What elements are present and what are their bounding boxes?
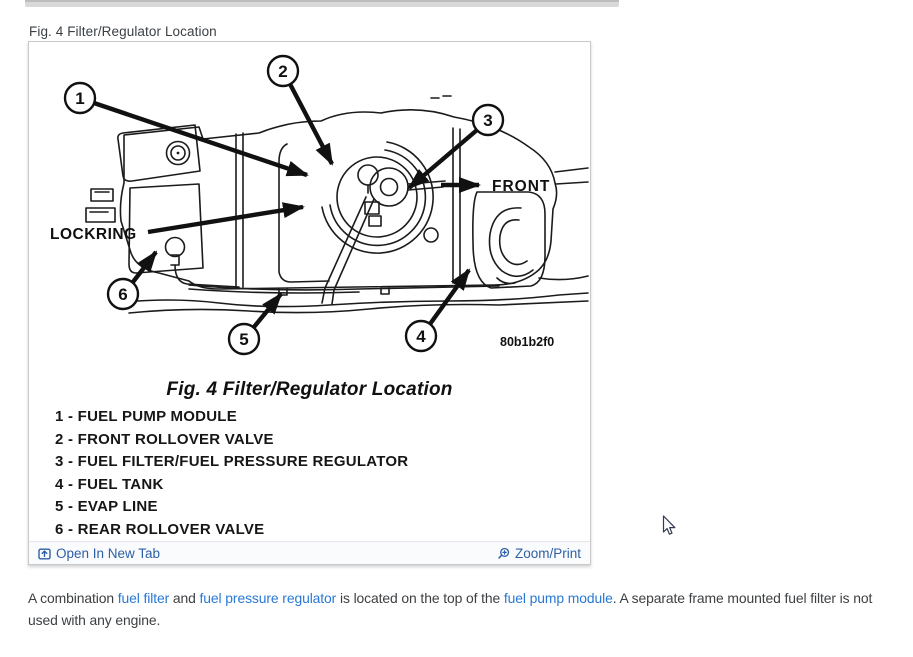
open-in-new-tab-button[interactable] (38, 546, 160, 561)
top-gray-bar (25, 0, 619, 7)
callout-6 (108, 279, 138, 309)
open-in-new-tab-label: Open In New Tab (56, 545, 161, 561)
legend (55, 406, 408, 542)
callout-1 (65, 83, 95, 113)
callout-4 (406, 321, 436, 351)
svg-text:2: 2 (278, 62, 288, 81)
svg-text:6: 6 (118, 285, 128, 304)
legend-item: 1 - FUEL PUMP MODULE (55, 408, 237, 425)
zoom-print-button[interactable] (497, 546, 581, 561)
legend-item: 6 - REAR ROLLOVER VALVE (55, 520, 265, 538)
tank-linework (86, 96, 588, 313)
figure-title: Fig. 4 Filter/Regulator Location (166, 379, 453, 400)
svg-text:4: 4 (416, 327, 426, 346)
paragraph-text: A combination (28, 590, 118, 606)
body-paragraph (28, 588, 894, 632)
figure-code: 80b1b2f0 (500, 335, 555, 349)
paragraph-text: . A separate frame mounted fuel filter is not used with any engine. (28, 590, 873, 628)
legend-item: 2 - FRONT ROLLOVER VALVE (55, 430, 274, 448)
figure-caption: Fig. 4 Filter/Regulator Location (29, 24, 217, 39)
figure-panel (28, 41, 591, 565)
zoom-in-icon (497, 547, 510, 560)
front-label: FRONT (492, 178, 551, 195)
legend-item: 4 - FUEL TANK (55, 475, 164, 493)
svg-text:5: 5 (239, 330, 249, 349)
mouse-cursor (662, 515, 678, 542)
legend-item: 3 - FUEL FILTER/FUEL PRESSURE REGULATOR (55, 453, 409, 471)
callout-bubbles (65, 56, 503, 354)
svg-text:1: 1 (75, 89, 85, 108)
open-in-new-tab-icon (38, 547, 51, 560)
svg-text:3: 3 (483, 111, 493, 130)
callout-2 (268, 56, 298, 86)
figure-action-bar (29, 541, 590, 564)
zoom-print-label: Zoom/Print (514, 545, 581, 561)
fuel-filter-link[interactable]: fuel filter (117, 590, 170, 606)
fuel-tank-diagram (29, 42, 590, 372)
lockring-label: LOCKRING (50, 226, 137, 243)
callout-5 (229, 324, 259, 354)
fuel-pump-module-link[interactable]: fuel pump module (503, 590, 613, 606)
paragraph-text: is located on the top of the (336, 590, 504, 606)
legend-item: 5 - EVAP LINE (55, 498, 158, 516)
callout-3 (473, 105, 503, 135)
fuel-pressure-regulator-link[interactable]: fuel pressure regulator (199, 590, 337, 606)
paragraph-text: and (169, 590, 200, 606)
